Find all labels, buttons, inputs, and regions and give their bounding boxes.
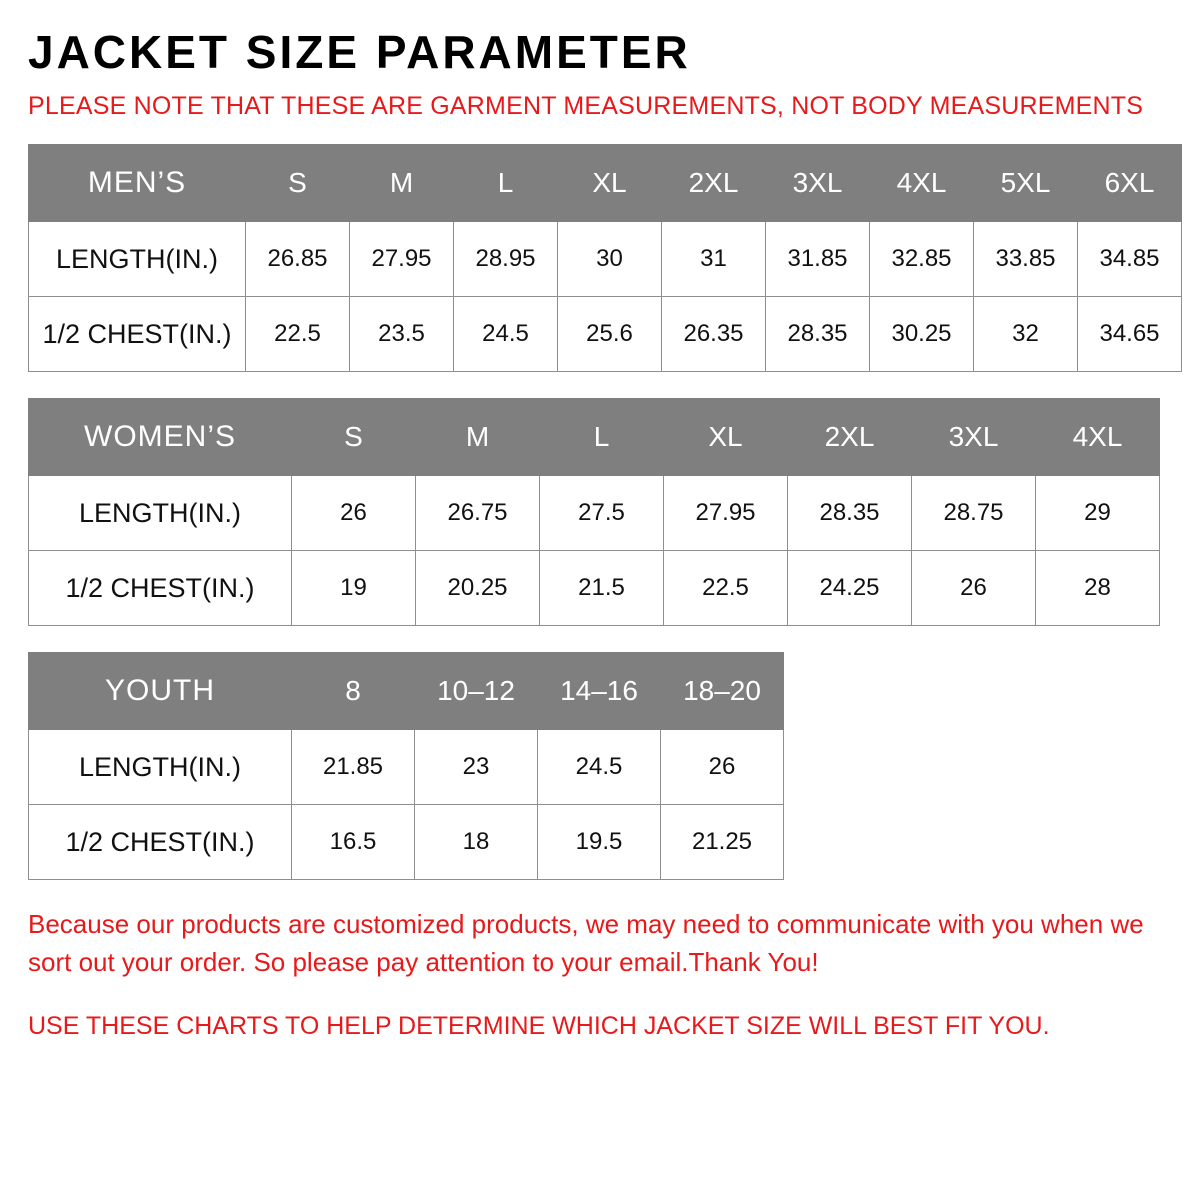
data-cell: 22.5: [664, 551, 788, 626]
row-label: LENGTH(IN.): [29, 730, 292, 805]
table-row: [29, 476, 1160, 551]
data-cell: 22.5: [246, 297, 350, 372]
data-cell: 23: [415, 730, 538, 805]
header-cell-size: 2XL: [662, 145, 766, 222]
data-cell: 26.85: [246, 222, 350, 297]
header-cell-size: 3XL: [766, 145, 870, 222]
table-row: [29, 297, 1182, 372]
data-cell: 19.5: [538, 805, 661, 880]
header-cell-size: 14–16: [538, 653, 661, 730]
header-cell-category: MEN’S: [29, 145, 246, 222]
table-header-row: [29, 653, 784, 730]
data-cell: 31: [662, 222, 766, 297]
page-title: JACKET SIZE PARAMETER: [28, 26, 691, 78]
data-cell: 30: [558, 222, 662, 297]
data-cell: 19: [292, 551, 416, 626]
table-header-row: [29, 145, 1182, 222]
header-cell-size: L: [454, 145, 558, 222]
header-cell-size: XL: [558, 145, 662, 222]
data-cell: 28.75: [912, 476, 1036, 551]
mens-size-table: [28, 144, 1182, 372]
header-cell-category: WOMEN’S: [29, 399, 292, 476]
womens-size-table: [28, 398, 1160, 626]
data-cell: 34.85: [1078, 222, 1182, 297]
data-cell: 24.5: [538, 730, 661, 805]
header-cell-size: 5XL: [974, 145, 1078, 222]
data-cell: 30.25: [870, 297, 974, 372]
data-cell: 25.6: [558, 297, 662, 372]
data-cell: 28: [1036, 551, 1160, 626]
header-cell-size: 2XL: [788, 399, 912, 476]
header-cell-size: 4XL: [1036, 399, 1160, 476]
header-cell-size: 8: [292, 653, 415, 730]
data-cell: 16.5: [292, 805, 415, 880]
data-cell: 21.85: [292, 730, 415, 805]
data-cell: 28.35: [766, 297, 870, 372]
header-cell-size: M: [350, 145, 454, 222]
table-row: [29, 730, 784, 805]
header-cell-size: M: [416, 399, 540, 476]
data-cell: 34.65: [1078, 297, 1182, 372]
header-cell-size: 3XL: [912, 399, 1036, 476]
measurement-note: PLEASE NOTE THAT THESE ARE GARMENT MEASUREMENTS, NOT BODY MEASUREMENTS: [28, 92, 1144, 121]
header-cell-size: S: [246, 145, 350, 222]
header-cell-size: 6XL: [1078, 145, 1182, 222]
header-cell-size: 18–20: [661, 653, 784, 730]
footer-note-customized: Because our products are customized products, we may need to communicate with you when we sort out your order. So please pay attention to your email.Thank You!: [28, 909, 1144, 977]
data-cell: 23.5: [350, 297, 454, 372]
data-cell: 27.95: [350, 222, 454, 297]
youth-size-table: [28, 652, 784, 880]
data-cell: 32: [974, 297, 1078, 372]
header-cell-size: XL: [664, 399, 788, 476]
row-label: LENGTH(IN.): [29, 222, 246, 297]
header-cell-category: YOUTH: [29, 653, 292, 730]
data-cell: 20.25: [416, 551, 540, 626]
data-cell: 27.5: [540, 476, 664, 551]
data-cell: 31.85: [766, 222, 870, 297]
row-label: 1/2 CHEST(IN.): [29, 297, 246, 372]
footer-note-charts: USE THESE CHARTS TO HELP DETERMINE WHICH JACKET SIZE WILL BEST FIT YOU.: [28, 1011, 1050, 1040]
data-cell: 29: [1036, 476, 1160, 551]
data-cell: 21.25: [661, 805, 784, 880]
data-cell: 32.85: [870, 222, 974, 297]
row-label: LENGTH(IN.): [29, 476, 292, 551]
data-cell: 26.35: [662, 297, 766, 372]
row-label: 1/2 CHEST(IN.): [29, 805, 292, 880]
data-cell: 26.75: [416, 476, 540, 551]
row-label: 1/2 CHEST(IN.): [29, 551, 292, 626]
table-header-row: [29, 399, 1160, 476]
data-cell: 26: [292, 476, 416, 551]
data-cell: 26: [912, 551, 1036, 626]
header-cell-size: 4XL: [870, 145, 974, 222]
header-cell-size: 10–12: [415, 653, 538, 730]
data-cell: 24.5: [454, 297, 558, 372]
data-cell: 27.95: [664, 476, 788, 551]
table-row: [29, 222, 1182, 297]
data-cell: 21.5: [540, 551, 664, 626]
table-row: [29, 551, 1160, 626]
data-cell: 18: [415, 805, 538, 880]
table-row: [29, 805, 784, 880]
data-cell: 33.85: [974, 222, 1078, 297]
data-cell: 26: [661, 730, 784, 805]
header-cell-size: L: [540, 399, 664, 476]
data-cell: 24.25: [788, 551, 912, 626]
data-cell: 28.95: [454, 222, 558, 297]
data-cell: 28.35: [788, 476, 912, 551]
header-cell-size: S: [292, 399, 416, 476]
